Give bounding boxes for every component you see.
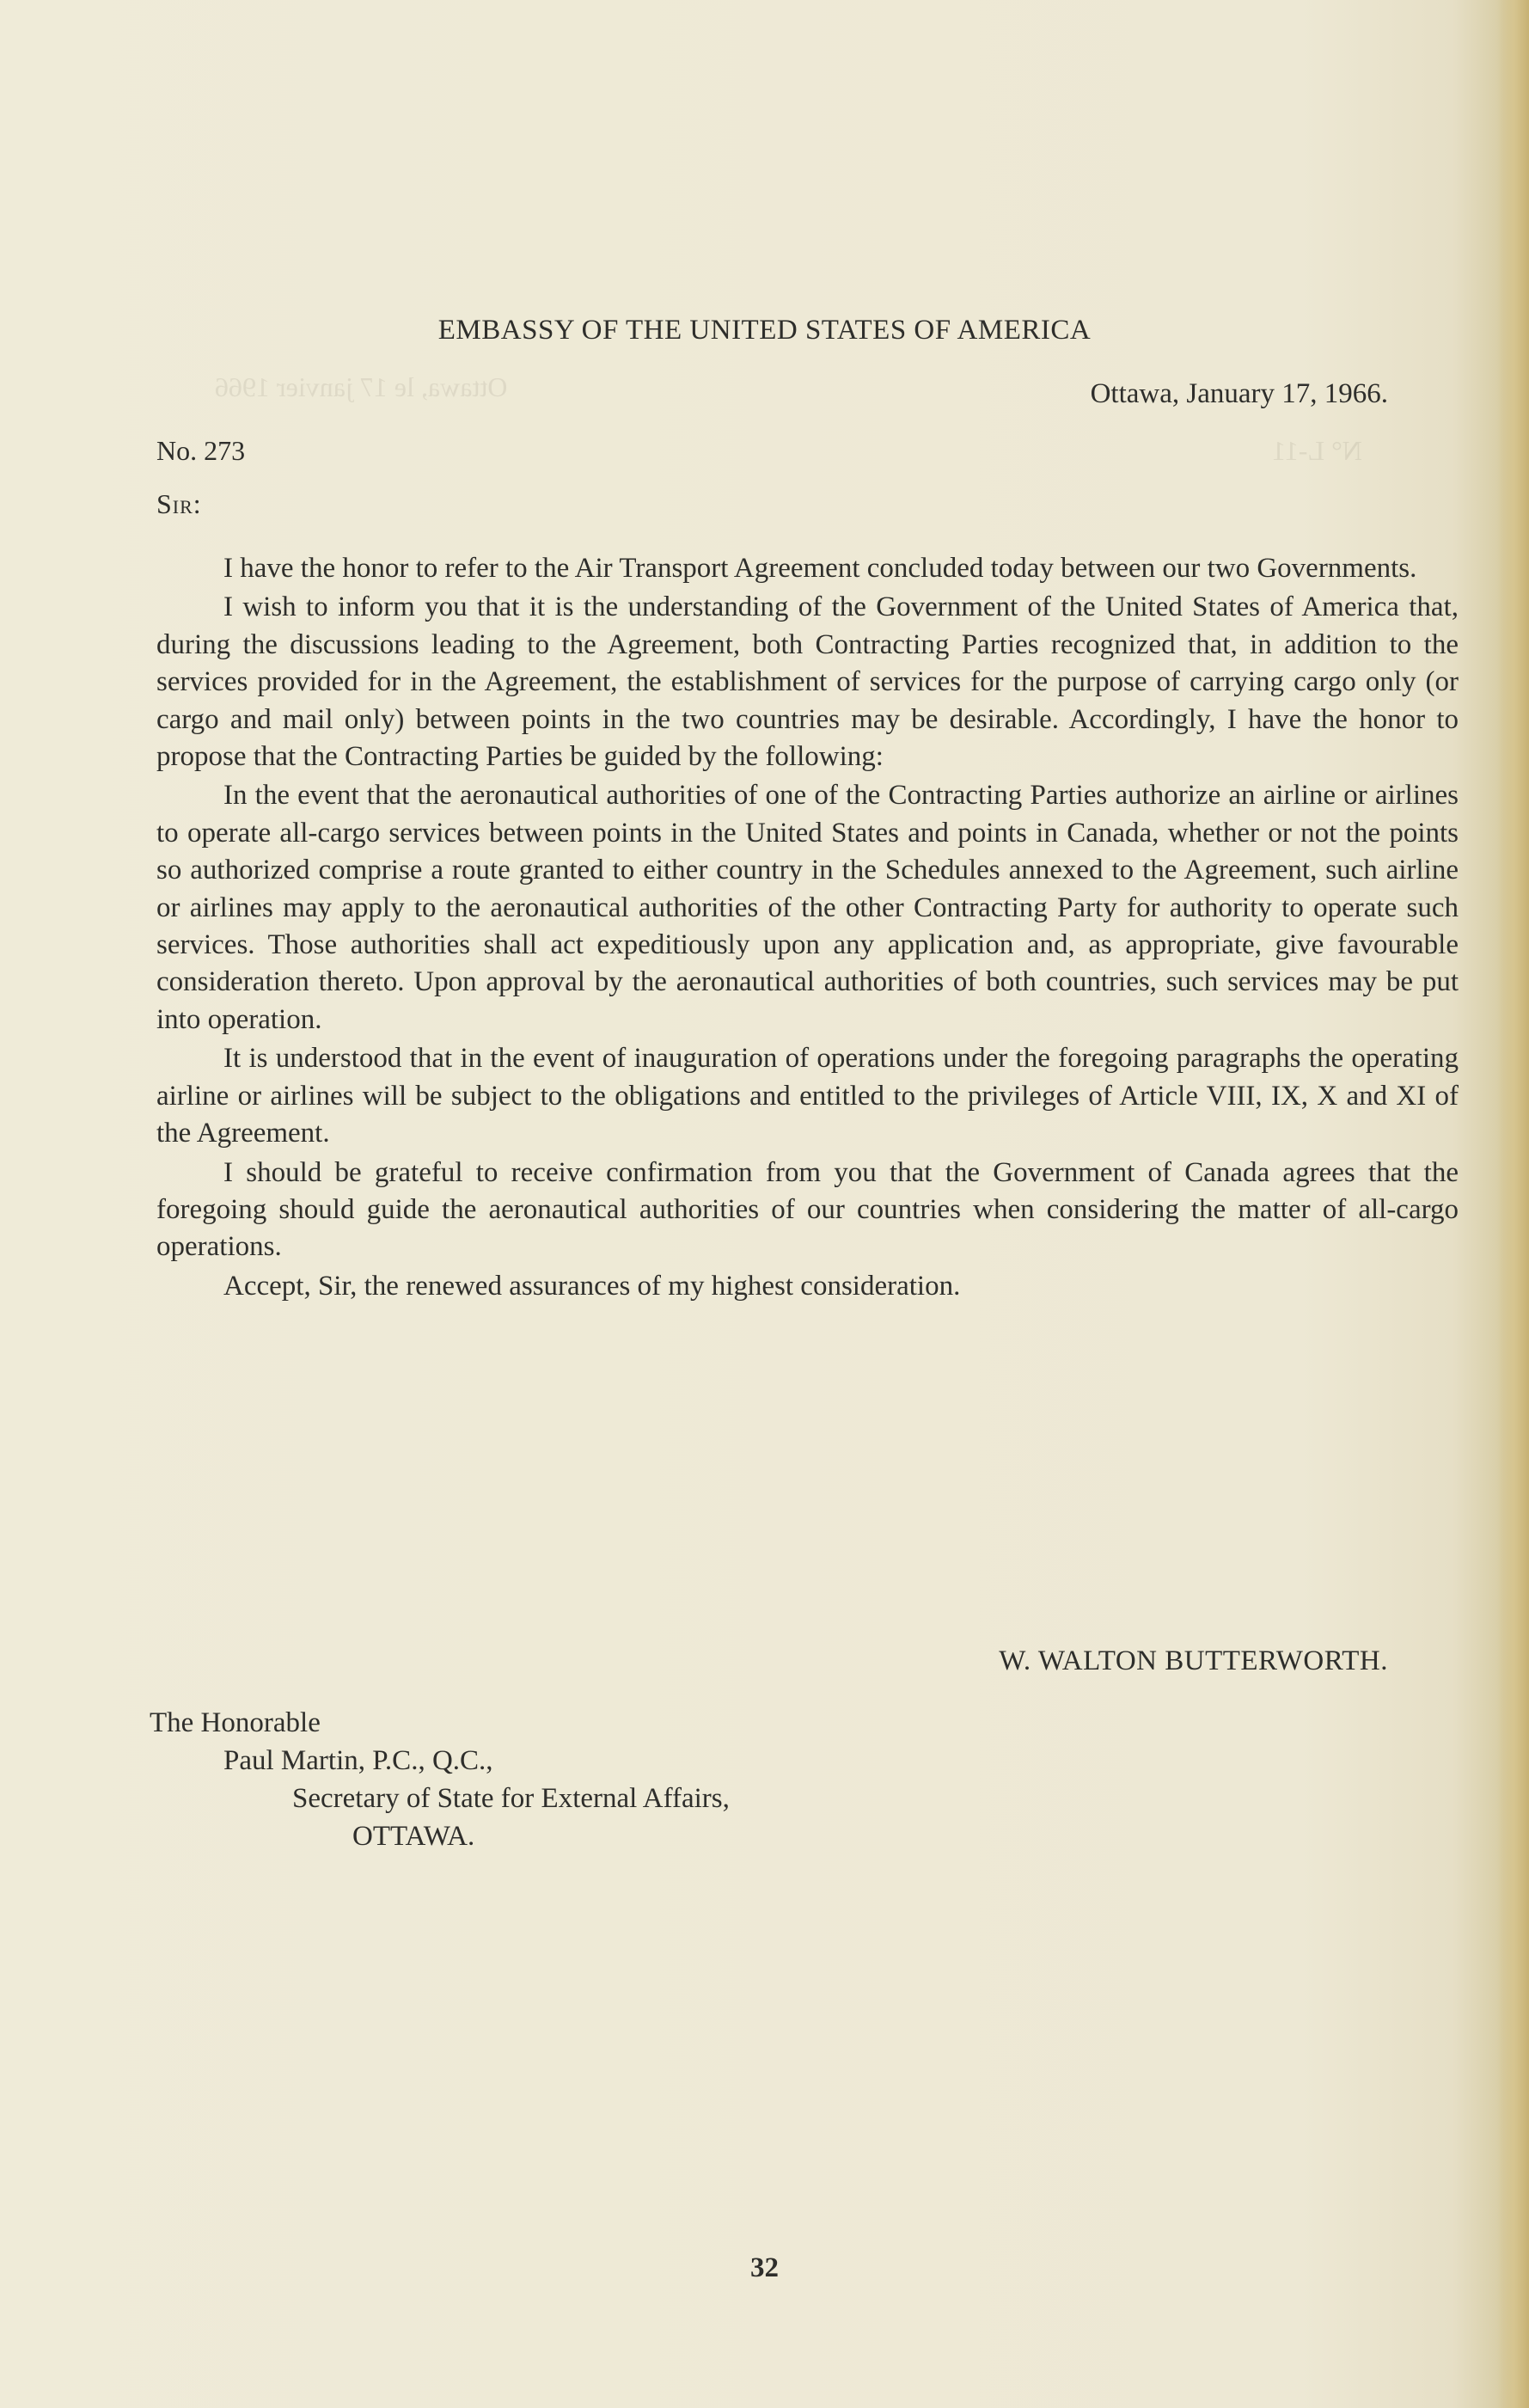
body-paragraph: I wish to inform you that it is the understanding of the Government of the United States of America that, during the discussions leading to the Agreement, both Contracting Parties recognized that, in addition to the services provided for in the Agreement, the establishment of services for the purpose of carrying cargo only (or cargo and mail only) between points in the two countries may be desirable. Accordingly, I have the honor to propose that the Contracting Parties be guided by the following: (156, 591, 1459, 773)
letter-date: Ottawa, January 17, 1966. (1090, 378, 1388, 409)
addressee-title: Secretary of State for External Affairs, (292, 1783, 730, 1814)
show-through-text: N° L-11 (1272, 435, 1362, 466)
body-paragraph: In the event that the aeronautical authorities of one of the Contracting Parties authorize an airline or airlines to operate all-cargo services between points in the United States and points in Canada, whether or not the points so authorized comprise a route granted to either country in the Schedules annexed to the Agreement, such airline or airlines may apply to the aeronautical authorities of the other Contracting Party for authority to operate such services. Those authorities shall act expeditiously upon any application and, as appropriate, give favourable consideration thereto. Upon approval by the aeronautical authorities of both countries, such services may be put into operation. (156, 780, 1459, 1035)
salutation: Sir: (156, 488, 202, 519)
addressee-city: OTTAWA. (352, 1821, 475, 1852)
page-number: 32 (750, 2252, 779, 2283)
letter-number: No. 273 (156, 435, 246, 466)
page-edge (1496, 0, 1529, 2408)
letterhead-heading: EMBASSY OF THE UNITED STATES OF AMERICA (437, 315, 1092, 346)
show-through-text: Ottawa, le 17 janvier 1966 (215, 371, 508, 402)
addressee-name: Paul Martin, P.C., Q.C., (223, 1745, 493, 1776)
closing-paragraph: Accept, Sir, the renewed assurances of my highest consideration. (223, 1270, 961, 1302)
body-paragraph: I have the honor to refer to the Air Transport Agreement concluded today between our two Governments. (223, 553, 1417, 584)
addressee-block (150, 1704, 730, 1855)
body-paragraph: It is understood that in the event of inauguration of operations under the foregoing paragraphs the operating airline or airlines will be subject to the obligations and entitled to the privileges of Article VIII, IX, X and XI of the Agreement. (156, 1043, 1459, 1149)
addressee-honorific: The Honorable (150, 1707, 321, 1738)
signature: W. WALTON BUTTERWORTH. (999, 1645, 1388, 1676)
body-paragraph: I should be grateful to receive confirmation from you that the Government of Canada agrees that the foregoing should guide the aeronautical authorities of our countries when considering the matter of all-cargo operations. (156, 1156, 1459, 1263)
letter-body (156, 550, 1459, 1307)
